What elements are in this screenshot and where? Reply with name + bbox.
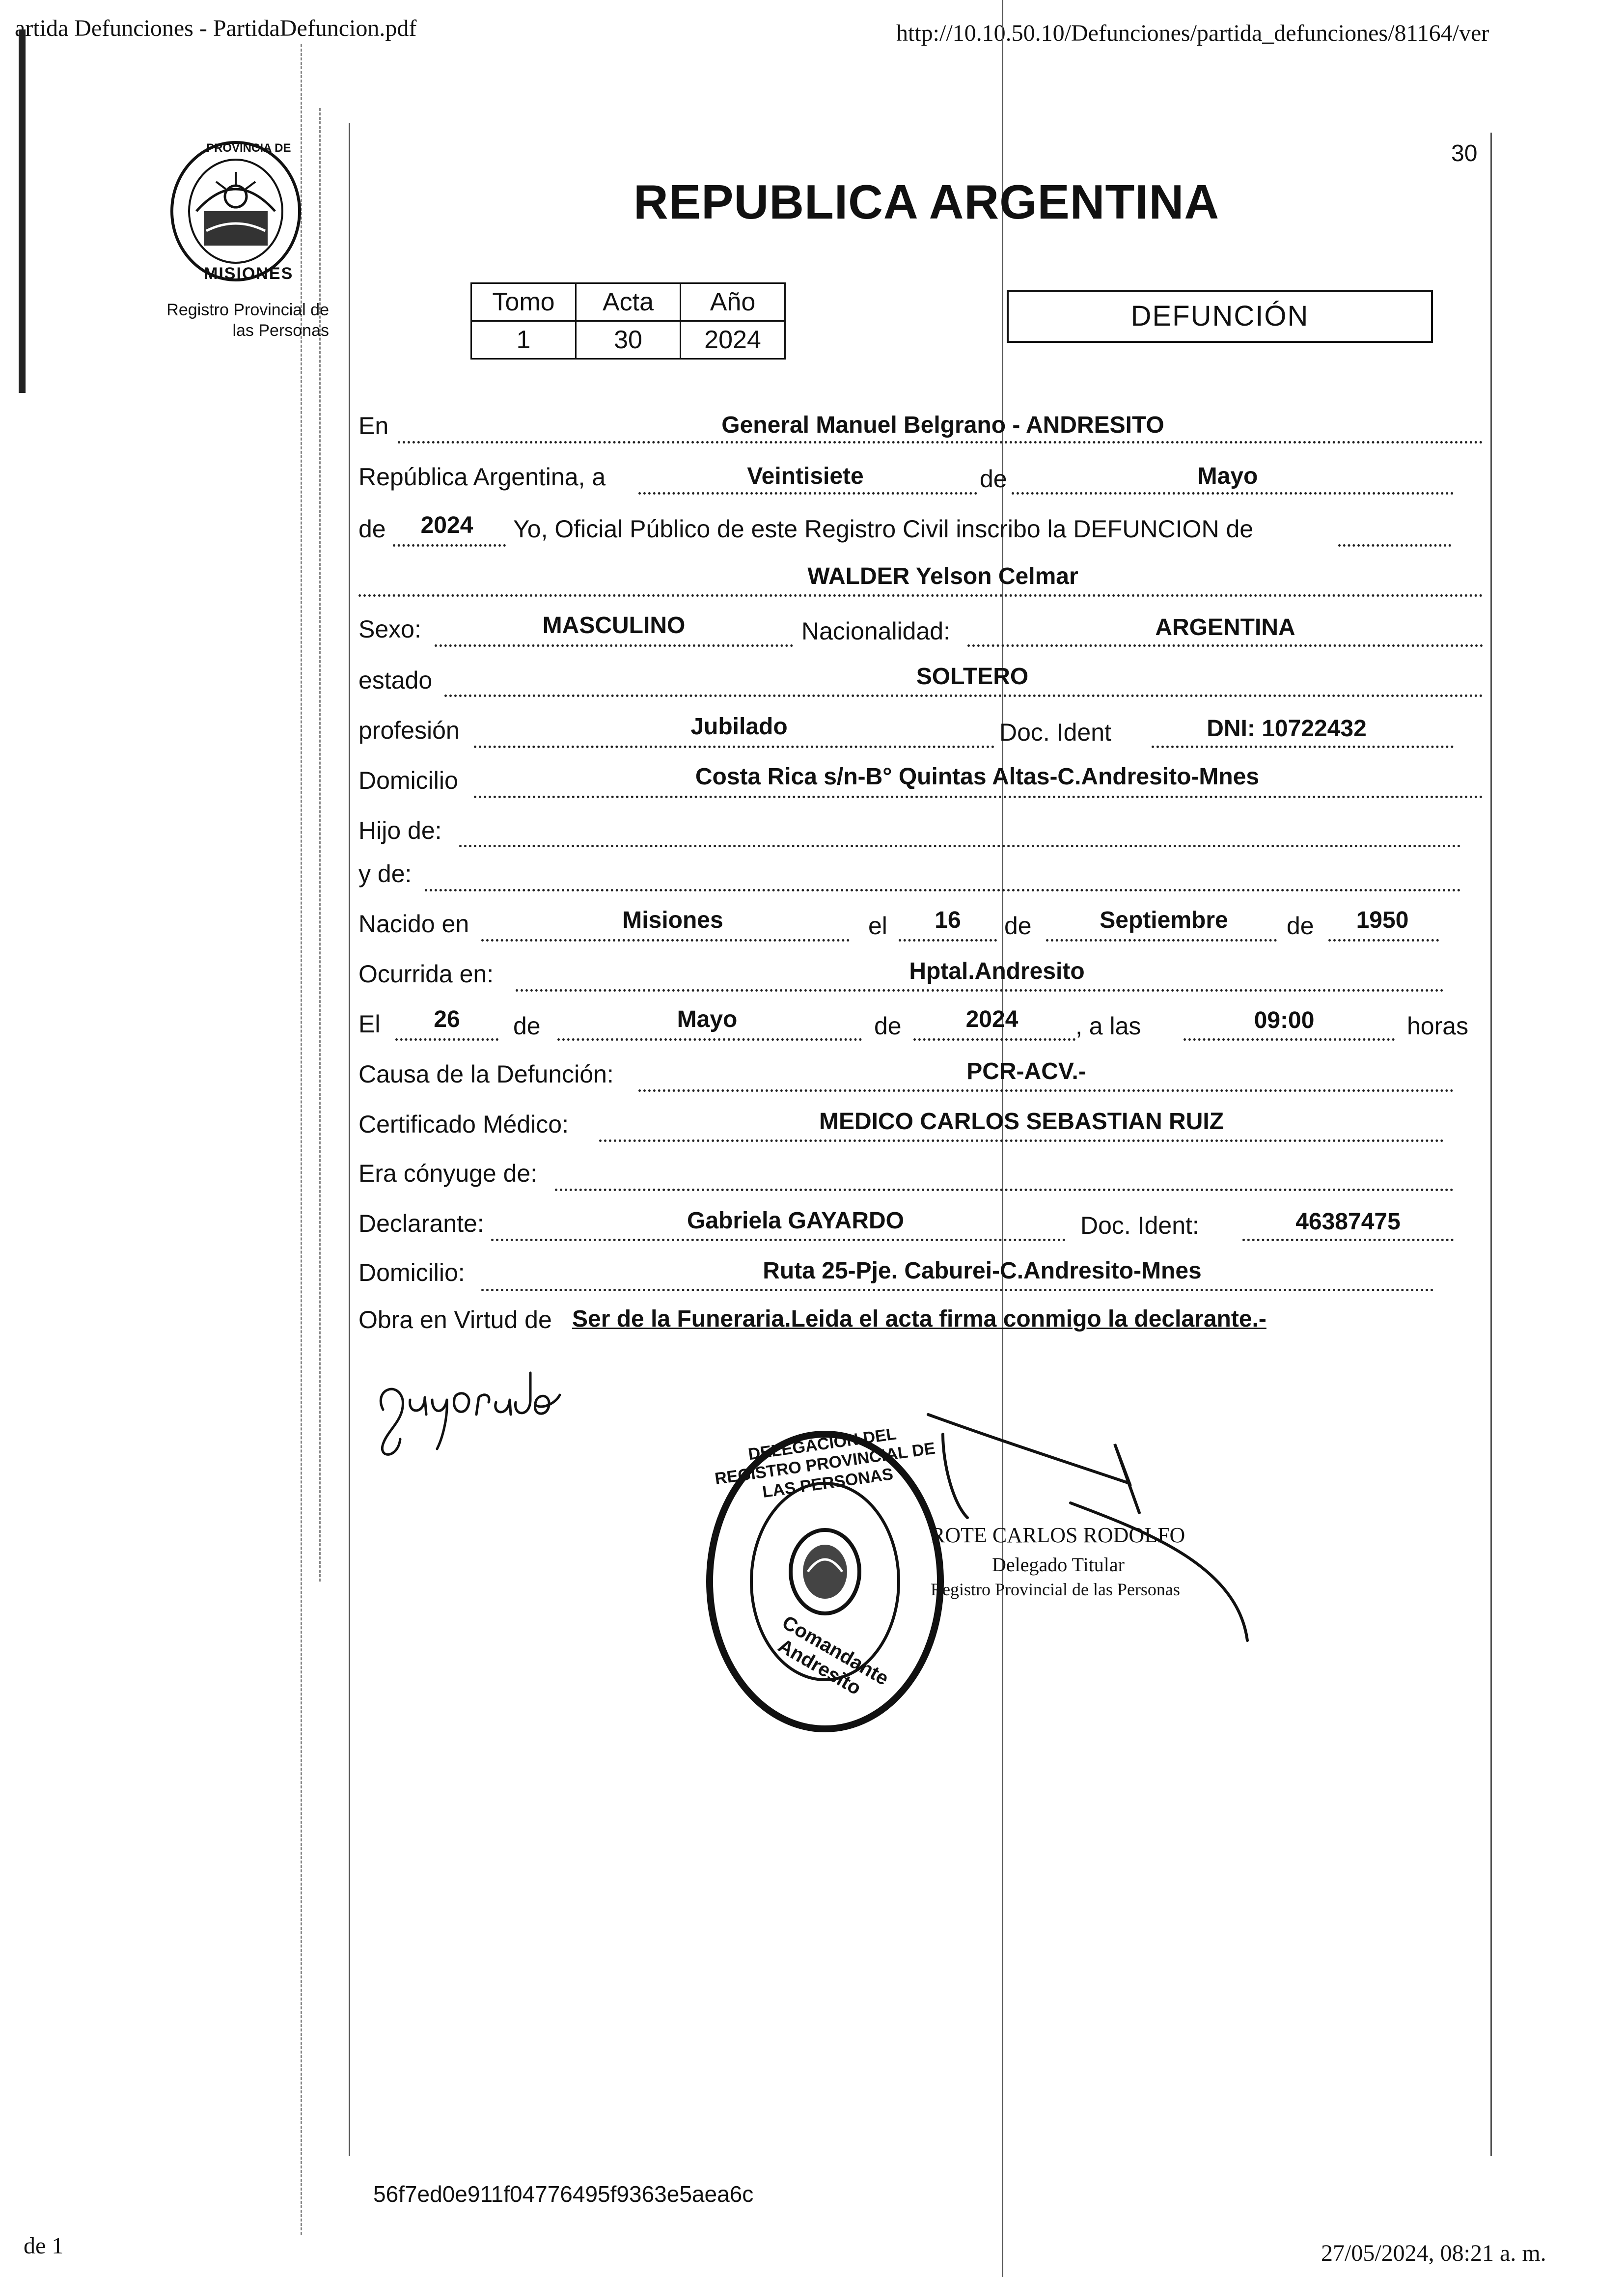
official-org: Registro Provincial de las Personas <box>931 1580 1180 1599</box>
dotted-line <box>638 1089 1454 1092</box>
table-header: Acta <box>576 283 681 321</box>
value-profesion: Jubilado <box>690 714 788 740</box>
registro-provincial-label <box>118 300 329 341</box>
dotted-line <box>638 492 977 495</box>
dotted-line <box>899 939 997 942</box>
label-ocurrida-en: Ocurrida en: <box>358 960 494 988</box>
form-right-border <box>1490 133 1492 2156</box>
label-doc-ident-2: Doc. Ident: <box>1080 1212 1199 1239</box>
label-conyuge: Era cónyuge de: <box>358 1160 538 1187</box>
official-name: ROTE CARLOS RODOLFO <box>931 1523 1185 1547</box>
dotted-line <box>967 644 1483 647</box>
document-title: artida Defunciones - PartidaDefuncion.pdf <box>15 15 417 41</box>
label-doc-ident: Doc. Ident <box>999 719 1111 746</box>
value-lugar: General Manuel Belgrano - ANDRESITO <box>721 412 1164 438</box>
value-ocurrida: Hptal.Andresito <box>909 958 1085 984</box>
value-nacido-anio: 1950 <box>1356 907 1409 933</box>
dotted-line <box>557 1038 862 1041</box>
dotted-line <box>459 845 1461 847</box>
label-declarante: Declarante: <box>358 1210 484 1237</box>
value-dia-texto: Veintisiete <box>747 463 864 489</box>
value-sexo: MASCULINO <box>542 612 686 639</box>
delegacion-stamp <box>697 1424 953 1739</box>
value-causa: PCR-ACV.- <box>966 1058 1086 1084</box>
dotted-line <box>913 1038 1075 1041</box>
dotted-line <box>393 544 506 547</box>
label-de-f1: de <box>513 1012 541 1040</box>
label-profesion: profesión <box>358 717 460 744</box>
label-estado: estado <box>358 666 433 694</box>
dotted-line <box>435 644 793 647</box>
label-certificado: Certificado Médico: <box>358 1111 569 1138</box>
table-header: Tomo <box>471 283 576 321</box>
table-cell: 2024 <box>681 321 785 359</box>
dotted-line <box>474 796 1483 798</box>
table-header: Año <box>681 283 785 321</box>
value-nombre: WALDER Yelson Celmar <box>807 563 1078 589</box>
dotted-line <box>481 1289 1434 1291</box>
value-declarante: Gabriela GAYARDO <box>687 1208 904 1234</box>
value-obra: Ser de la Funeraria.Leida el acta firma conmigo la declarante.- <box>572 1306 1266 1332</box>
dotted-line <box>358 594 1483 597</box>
form-left-border <box>349 123 350 2156</box>
declarante-signature <box>363 1346 570 1464</box>
print-datetime: 27/05/2024, 08:21 a. m. <box>1321 2240 1546 2266</box>
value-nacido-lugar: Misiones <box>622 907 723 933</box>
dotted-line <box>1242 1239 1454 1241</box>
label-horas: horas <box>1407 1012 1469 1040</box>
label-y-de: y de: <box>358 860 412 888</box>
document-hash: 56f7ed0e911f04776495f9363e5aea6c <box>373 2181 754 2207</box>
scan-fold-line <box>1002 0 1003 2277</box>
dotted-line <box>1338 544 1451 547</box>
label-de: de <box>980 465 1007 493</box>
dotted-line <box>491 1239 1066 1241</box>
label-nacido-en: Nacido en <box>358 910 469 938</box>
value-nacionalidad: ARGENTINA <box>1155 614 1295 640</box>
scan-edge-mark <box>19 29 26 393</box>
dotted-line <box>474 746 994 748</box>
tomo-acta-anio-table <box>470 282 786 360</box>
stamp-inner-text: Comandante Andresito <box>774 1611 893 1699</box>
label-republica: República Argentina, a <box>358 463 606 491</box>
table-cell: 1 <box>471 321 576 359</box>
label-el-fecha: El <box>358 1010 381 1038</box>
value-declarante-domicilio: Ruta 25-Pje. Caburei-C.Andresito-Mnes <box>763 1258 1202 1284</box>
page-title: REPUBLICA ARGENTINA <box>633 175 1220 229</box>
dotted-line <box>599 1139 1444 1142</box>
dotted-line <box>481 939 850 942</box>
value-dni: DNI: 10722432 <box>1207 716 1367 742</box>
value-fecha-mes: Mayo <box>677 1006 738 1032</box>
dotted-line <box>1184 1038 1395 1041</box>
dotted-line <box>444 694 1483 697</box>
label-yo: Yo, Oficial Público de este Registro Civil inscribo la DEFUNCION de <box>513 515 1254 543</box>
registro-line-1: Registro Provincial de <box>166 301 329 319</box>
label-de-year: de <box>358 515 386 543</box>
scan-dash-column <box>301 44 302 2235</box>
value-estado: SOLTERO <box>916 664 1029 690</box>
label-a-las: , a las <box>1075 1012 1141 1040</box>
dotted-line <box>1328 939 1439 942</box>
dotted-line <box>555 1189 1454 1191</box>
dotted-line <box>1152 746 1454 748</box>
dotted-line <box>1012 492 1454 495</box>
dotted-line <box>398 441 1483 444</box>
label-domicilio: Domicilio <box>358 767 458 794</box>
misiones-seal <box>157 138 314 285</box>
label-sexo: Sexo: <box>358 615 421 643</box>
document-url: http://10.10.50.10/Defunciones/partida_defunciones/81164/ver <box>896 20 1489 46</box>
label-domicilio-2: Domicilio: <box>358 1259 465 1286</box>
value-fecha-anio: 2024 <box>965 1006 1018 1032</box>
value-anio: 2024 <box>420 512 473 538</box>
label-el: el <box>868 912 887 940</box>
label-causa: Causa de la Defunción: <box>358 1060 614 1088</box>
value-nacido-dia: 16 <box>935 907 961 933</box>
page-number: 30 <box>1451 140 1478 167</box>
table-cell: 30 <box>576 321 681 359</box>
value-declarante-doc: 46387475 <box>1295 1209 1401 1235</box>
value-nacido-mes: Septiembre <box>1100 907 1228 933</box>
seal-text-bottom: MISIONES <box>204 264 294 283</box>
value-certificado: MEDICO CARLOS SEBASTIAN RUIZ <box>819 1109 1224 1135</box>
label-en: En <box>358 412 389 440</box>
dotted-line <box>1046 939 1277 942</box>
value-domicilio: Costa Rica s/n-B° Quintas Altas-C.Andresito-Mnes <box>695 764 1260 790</box>
document-type-box: DEFUNCIÓN <box>1007 290 1433 343</box>
value-mes: Mayo <box>1197 463 1258 489</box>
label-hijo-de: Hijo de: <box>358 817 442 844</box>
label-de-anio: de <box>1287 912 1314 940</box>
page-count: de 1 <box>24 2233 64 2259</box>
seal-text-top: PROVINCIA DE <box>206 141 291 155</box>
label-de-f2: de <box>874 1012 902 1040</box>
label-obra: Obra en Virtud de <box>358 1306 552 1333</box>
registro-line-2: las Personas <box>232 321 329 340</box>
official-role: Delegado Titular <box>992 1554 1125 1576</box>
value-hora: 09:00 <box>1254 1007 1315 1033</box>
label-nacionalidad: Nacionalidad: <box>801 617 950 645</box>
dotted-line <box>425 889 1461 891</box>
dotted-line <box>516 989 1444 992</box>
dotted-line <box>395 1038 498 1041</box>
value-fecha-dia: 26 <box>434 1006 460 1032</box>
label-de-mes: de <box>1004 912 1032 940</box>
stamp-ring-text: DELEGACION DEL REGISTRO PROVINCIAL DE LAS PERSONAS <box>714 1424 936 1502</box>
